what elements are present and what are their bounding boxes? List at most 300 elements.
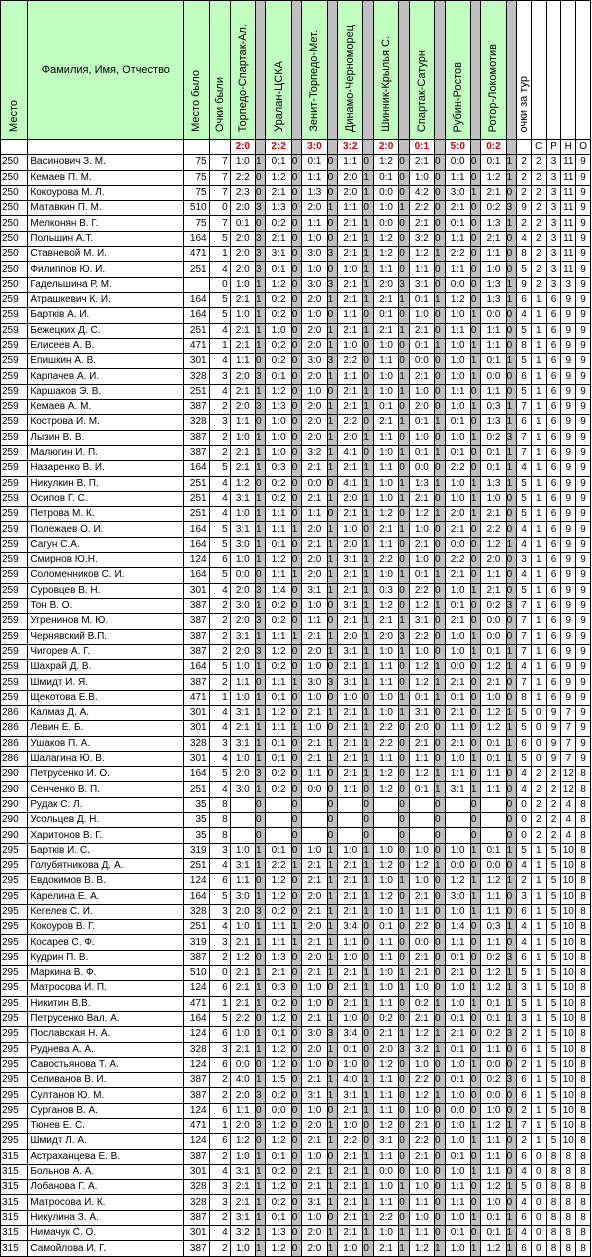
prediction-points: 0 [435, 874, 446, 889]
row-place: 259 [1, 522, 28, 537]
prediction-points: 1 [327, 522, 338, 537]
prediction-points: 1 [399, 690, 410, 705]
prediction-points: 1 [470, 1241, 481, 1256]
prediction-cell: 2:1 [373, 614, 398, 629]
prediction-cell [445, 828, 470, 843]
prediction-cell: 1:1 [230, 1103, 255, 1118]
prediction-points: 1 [506, 277, 517, 292]
prediction-points: 0 [291, 247, 302, 262]
prediction-cell: 2:1 [302, 461, 327, 476]
stat-s: 1 [531, 920, 546, 935]
row-place: 295 [1, 1011, 28, 1026]
row-place: 259 [1, 507, 28, 522]
prediction-points: 0 [470, 690, 481, 705]
row-name: Каршаков Э. В. [28, 384, 184, 399]
prediction-points: 0 [399, 920, 410, 935]
stat-n: 10 [561, 1088, 576, 1103]
row-place: 259 [1, 629, 28, 644]
prediction-points: 1 [255, 629, 266, 644]
prediction-cell: 0:1 [409, 338, 434, 353]
prediction-cell: 3:1 [230, 522, 255, 537]
prediction-cell: 1:0 [445, 1210, 470, 1225]
stat-r: 5 [546, 904, 561, 919]
stat-o: 8 [576, 950, 591, 965]
prediction-points: 0 [506, 231, 517, 246]
table-row [1, 874, 591, 889]
prediction-cell: 2:0 [302, 338, 327, 353]
stat-o: 8 [576, 1073, 591, 1088]
prediction-cell: 2:0 [481, 553, 506, 568]
table-row [1, 1226, 591, 1241]
table-row [1, 384, 591, 399]
row-place: 259 [1, 292, 28, 307]
prediction-cell: 1:2 [445, 292, 470, 307]
prediction-cell: 2:1 [409, 369, 434, 384]
stat-s: 2 [531, 797, 546, 812]
row-name: Никулкин В. П. [28, 476, 184, 491]
stat-s: 1 [531, 1042, 546, 1057]
prediction-cell: 1:1 [302, 614, 327, 629]
prediction-points: 0 [470, 935, 481, 950]
prediction-points: 0 [291, 354, 302, 369]
prediction-points: 1 [255, 292, 266, 307]
row-name: Карпачев А. И. [28, 369, 184, 384]
prediction-cell: 1:0 [445, 1134, 470, 1149]
stat-n: 9 [561, 491, 576, 506]
prediction-points: 0 [470, 828, 481, 843]
stat-r: 3 [546, 201, 561, 216]
prediction-points: 1 [327, 553, 338, 568]
prediction-cell: 0:1 [266, 369, 291, 384]
row-name: Руднева А. А. [28, 1042, 184, 1057]
row-place-was: 387 [184, 614, 209, 629]
prediction-cell: 2:1 [302, 491, 327, 506]
prediction-points: 1 [435, 476, 446, 491]
stat-s: 2 [531, 170, 546, 185]
stat-s: 1 [531, 583, 546, 598]
prediction-cell: 1:1 [445, 231, 470, 246]
row-name: Малюгин И. П. [28, 445, 184, 460]
prediction-points: 0 [291, 170, 302, 185]
row-name: Ставневой М. И. [28, 247, 184, 262]
prediction-points: 0 [506, 507, 517, 522]
prediction-cell: 1:0 [230, 308, 255, 323]
stat-s: 0 [531, 1226, 546, 1241]
prediction-cell: 1:0 [302, 384, 327, 399]
prediction-points: 1 [506, 874, 517, 889]
prediction-cell: 2:1 [409, 155, 434, 170]
tour-points: 4 [517, 308, 532, 323]
row-place-was: 387 [184, 1088, 209, 1103]
prediction-cell: 1:2 [409, 767, 434, 782]
prediction-points: 1 [327, 323, 338, 338]
prediction-points: 1 [363, 1195, 374, 1210]
prediction-cell: 1:0 [230, 277, 255, 292]
stat-o: 8 [576, 1164, 591, 1179]
prediction-points: 0 [470, 950, 481, 965]
prediction-points: 0 [291, 185, 302, 200]
prediction-cell: 1:0 [409, 1103, 434, 1118]
row-points-were: 5 [209, 537, 230, 552]
prediction-points: 0 [291, 828, 302, 843]
prediction-cell: 2:0 [230, 614, 255, 629]
prediction-cell: 1:0 [302, 690, 327, 705]
stat-n: 10 [561, 1103, 576, 1118]
stat-r: 5 [546, 1073, 561, 1088]
row-name: Полежаев О. И. [28, 522, 184, 537]
tour-points: 4 [517, 782, 532, 797]
table-row [1, 1119, 591, 1134]
prediction-points: 1 [435, 690, 446, 705]
prediction-cell: 2:2 [409, 201, 434, 216]
stat-s: 1 [531, 354, 546, 369]
prediction-cell: 0:2 [266, 1088, 291, 1103]
prediction-cell: 0:1 [266, 1027, 291, 1042]
prediction-points: 1 [255, 430, 266, 445]
tour-points: 5 [517, 1180, 532, 1195]
prediction-points: 1 [470, 400, 481, 415]
row-points-were: 2 [209, 1073, 230, 1088]
prediction-points: 0 [291, 797, 302, 812]
header-empty [576, 1, 591, 140]
row-place: 250 [1, 170, 28, 185]
prediction-points: 0 [506, 553, 517, 568]
prediction-points: 1 [506, 415, 517, 430]
prediction-cell: 1:1 [445, 721, 470, 736]
prediction-cell [338, 828, 363, 843]
prediction-cell [266, 828, 291, 843]
prediction-points: 0 [255, 568, 266, 583]
stat-s: 0 [531, 1241, 546, 1256]
stat-n: 9 [561, 537, 576, 552]
row-points-were: 2 [209, 430, 230, 445]
prediction-cell [481, 828, 506, 843]
prediction-cell: 1:1 [230, 415, 255, 430]
prediction-cell: 1:3 [266, 201, 291, 216]
prediction-points: 1 [327, 369, 338, 384]
match-result: 2:2 [266, 140, 291, 155]
prediction-cell: 0:1 [481, 354, 506, 369]
prediction-cell: 0:1 [445, 598, 470, 613]
prediction-cell: 2:1 [338, 721, 363, 736]
stat-s: 1 [531, 981, 546, 996]
prediction-cell: 2:0 [302, 889, 327, 904]
prediction-points: 0 [435, 583, 446, 598]
prediction-points: 0 [291, 874, 302, 889]
stat-r: 6 [546, 507, 561, 522]
table-row [1, 966, 591, 981]
prediction-points: 0 [470, 323, 481, 338]
prediction-points: 1 [506, 966, 517, 981]
prediction-points: 1 [363, 996, 374, 1011]
stat-r: 5 [546, 1011, 561, 1026]
prediction-points: 0 [506, 583, 517, 598]
prediction-cell: 1:1 [445, 767, 470, 782]
stat-n: 10 [561, 889, 576, 904]
row-name: Соломенников С. И. [28, 568, 184, 583]
row-place-was: 164 [184, 308, 209, 323]
prediction-points: 1 [255, 690, 266, 705]
prediction-cell: 2:1 [302, 858, 327, 873]
prediction-points: 0 [435, 1210, 446, 1225]
prediction-cell [481, 797, 506, 812]
prediction-points: 0 [363, 813, 374, 828]
row-place-was: 510 [184, 966, 209, 981]
row-name: Чернявский В.П. [28, 629, 184, 644]
row-name: Усольцев Д. Н. [28, 813, 184, 828]
prediction-points: 0 [255, 170, 266, 185]
prediction-points: 1 [399, 1226, 410, 1241]
row-place-was: 164 [184, 292, 209, 307]
row-name: Польшин А.Т. [28, 231, 184, 246]
prediction-cell: 1:1 [481, 1149, 506, 1164]
stat-r: 8 [546, 1195, 561, 1210]
prediction-points: 0 [506, 813, 517, 828]
row-place-was: 387 [184, 1073, 209, 1088]
prediction-points: 1 [327, 889, 338, 904]
prediction-points: 0 [435, 889, 446, 904]
table-row [1, 537, 591, 552]
prediction-cell: 1:0 [373, 445, 398, 460]
prediction-cell: 1:1 [373, 950, 398, 965]
tour-points: 6 [517, 1210, 532, 1225]
prediction-cell: 2:1 [338, 1149, 363, 1164]
prediction-cell: 0:1 [481, 445, 506, 460]
row-place-was: 301 [184, 354, 209, 369]
row-place-was: 35 [184, 797, 209, 812]
prediction-cell: 1:1 [266, 920, 291, 935]
row-place: 250 [1, 231, 28, 246]
prediction-cell: 2:1 [445, 736, 470, 751]
row-place: 295 [1, 1057, 28, 1072]
stat-s: 1 [531, 308, 546, 323]
stat-r: 3 [546, 262, 561, 277]
prediction-points: 0 [399, 782, 410, 797]
prediction-points: 1 [470, 369, 481, 384]
prediction-cell: 1:1 [373, 935, 398, 950]
row-name: Шмидт Л. А. [28, 1134, 184, 1149]
prediction-cell: 2:1 [373, 1027, 398, 1042]
stat-n: 11 [561, 185, 576, 200]
prediction-cell: 2:1 [409, 1011, 434, 1026]
prediction-points: 1 [327, 201, 338, 216]
prediction-points: 1 [363, 721, 374, 736]
prediction-cell: 1:1 [481, 904, 506, 919]
row-place: 295 [1, 1103, 28, 1118]
prediction-cell: 0:2 [266, 598, 291, 613]
prediction-points: 1 [470, 904, 481, 919]
prediction-cell: 1:1 [266, 568, 291, 583]
prediction-points: 1 [255, 1164, 266, 1179]
prediction-cell: 2:1 [445, 201, 470, 216]
stat-n: 9 [561, 415, 576, 430]
row-name: Лызин В. В. [28, 430, 184, 445]
prediction-points: 0 [291, 644, 302, 659]
header-empty [546, 1, 561, 140]
stat-o: 8 [576, 889, 591, 904]
prediction-cell: 0:0 [230, 568, 255, 583]
stat-r: 5 [546, 874, 561, 889]
table-row [1, 1103, 591, 1118]
stat-n: 7 [561, 736, 576, 751]
stat-s: 1 [531, 461, 546, 476]
row-name: Епишкин А. В. [28, 354, 184, 369]
prediction-points: 0 [435, 185, 446, 200]
row-name: Астраханцева Е. В. [28, 1149, 184, 1164]
row-place: 259 [1, 675, 28, 690]
prediction-points: 0 [327, 721, 338, 736]
prediction-cell: 1:0 [338, 843, 363, 858]
header-match-7: Рубин-Ростов [445, 1, 470, 140]
prediction-points: 0 [435, 813, 446, 828]
table-row [1, 797, 591, 812]
prediction-cell: 1:2 [481, 705, 506, 720]
stat-n: 11 [561, 262, 576, 277]
row-points-were: 3 [209, 935, 230, 950]
prediction-points: 1 [291, 935, 302, 950]
tour-points: 2 [517, 1103, 532, 1118]
row-name: Елисеев А. В. [28, 338, 184, 353]
row-place-was: 164 [184, 231, 209, 246]
prediction-points: 1 [363, 1180, 374, 1195]
prediction-points: 0 [255, 1057, 266, 1072]
prediction-cell: 1:0 [445, 981, 470, 996]
prediction-points: 0 [363, 1027, 374, 1042]
prediction-points: 0 [435, 705, 446, 720]
prediction-cell: 1:2 [409, 247, 434, 262]
row-points-were: 2 [209, 598, 230, 613]
prediction-points: 1 [470, 981, 481, 996]
prediction-cell: 1:0 [373, 568, 398, 583]
row-place: 290 [1, 767, 28, 782]
prediction-cell: 1:1 [481, 767, 506, 782]
prediction-cell: 1:0 [409, 843, 434, 858]
prediction-cell: 0:3 [266, 461, 291, 476]
stat-r: 6 [546, 369, 561, 384]
prediction-points: 0 [291, 537, 302, 552]
stat-n: 8 [561, 1180, 576, 1195]
prediction-cell: 1:2 [266, 1042, 291, 1057]
row-name: Голубятникова Д. А. [28, 858, 184, 873]
prediction-points: 0 [291, 1073, 302, 1088]
prediction-points: 1 [399, 369, 410, 384]
prediction-points: 0 [327, 231, 338, 246]
prediction-cell: 1:0 [445, 1057, 470, 1072]
prediction-points: 1 [255, 920, 266, 935]
prediction-points: 1 [399, 445, 410, 460]
stat-s: 1 [531, 614, 546, 629]
prediction-points: 0 [291, 843, 302, 858]
stat-n: 10 [561, 950, 576, 965]
prediction-cell: 1:2 [266, 553, 291, 568]
stat-r: 2 [546, 767, 561, 782]
prediction-cell: 2:0 [302, 1119, 327, 1134]
prediction-cell: 0:0 [481, 1088, 506, 1103]
prediction-cell: 1:0 [373, 690, 398, 705]
row-name: Кудрин П. В. [28, 950, 184, 965]
row-points-were: 4 [209, 782, 230, 797]
prediction-cell: 2:1 [409, 491, 434, 506]
stat-r: 6 [546, 644, 561, 659]
row-place-was: 387 [184, 1149, 209, 1164]
prediction-cell: 2:1 [230, 981, 255, 996]
prediction-points: 1 [363, 491, 374, 506]
stat-o: 8 [576, 1241, 591, 1256]
prediction-cell: 1:1 [373, 1073, 398, 1088]
prediction-cell: 1:0 [302, 721, 327, 736]
table-row [1, 981, 591, 996]
prediction-points: 0 [470, 415, 481, 430]
prediction-points: 1 [399, 384, 410, 399]
prediction-cell: 0:1 [266, 1149, 291, 1164]
prediction-points: 1 [470, 1134, 481, 1149]
row-name: Маркина В. Ф. [28, 966, 184, 981]
prediction-cell: 1:1 [338, 369, 363, 384]
prediction-points: 0 [399, 736, 410, 751]
row-place-was: 251 [184, 384, 209, 399]
row-points-were: 2 [209, 614, 230, 629]
stat-o: 9 [576, 690, 591, 705]
prediction-points: 3 [255, 231, 266, 246]
prediction-cell: 0:0 [230, 1057, 255, 1072]
prediction-cell: 1:1 [373, 660, 398, 675]
stat-o: 8 [576, 981, 591, 996]
prediction-points: 0 [327, 1149, 338, 1164]
prediction-points: 0 [255, 216, 266, 231]
stat-s: 1 [531, 415, 546, 430]
prediction-cell: 1:2 [266, 644, 291, 659]
row-place: 259 [1, 445, 28, 460]
tour-points: 6 [517, 415, 532, 430]
table-body [1, 155, 591, 1256]
header-gap [435, 1, 446, 140]
row-name: Матросова И. П. [28, 981, 184, 996]
prediction-points: 1 [363, 981, 374, 996]
prediction-points: 1 [399, 1180, 410, 1195]
stat-n: 11 [561, 216, 576, 231]
stat-r: 5 [546, 935, 561, 950]
stat-o: 8 [576, 904, 591, 919]
row-place: 259 [1, 384, 28, 399]
prediction-points: 1 [255, 461, 266, 476]
table-row [1, 1042, 591, 1057]
prediction-points: 1 [363, 1164, 374, 1179]
prediction-cell: 2:2 [230, 1011, 255, 1026]
row-points-were: 6 [209, 981, 230, 996]
row-points-were: 8 [209, 828, 230, 843]
prediction-points: 1 [506, 1210, 517, 1225]
prediction-points: 0 [363, 369, 374, 384]
prediction-cell: 1:1 [230, 874, 255, 889]
prediction-points: 1 [470, 843, 481, 858]
prediction-cell: 3:0 [302, 675, 327, 690]
prediction-points: 1 [327, 874, 338, 889]
prediction-cell: 1:1 [445, 384, 470, 399]
stat-n: 10 [561, 874, 576, 889]
prediction-points: 3 [255, 644, 266, 659]
row-place-was: 387 [184, 644, 209, 659]
stat-n: 11 [561, 247, 576, 262]
row-points-were: 3 [209, 1180, 230, 1195]
row-points-were: 6 [209, 553, 230, 568]
stat-r: 8 [546, 1149, 561, 1164]
prediction-points: 1 [363, 736, 374, 751]
row-place-was: 387 [184, 629, 209, 644]
stat-s: 0 [531, 1210, 546, 1225]
row-place-was: 301 [184, 705, 209, 720]
prediction-points: 1 [506, 996, 517, 1011]
prediction-cell: 2:0 [302, 920, 327, 935]
